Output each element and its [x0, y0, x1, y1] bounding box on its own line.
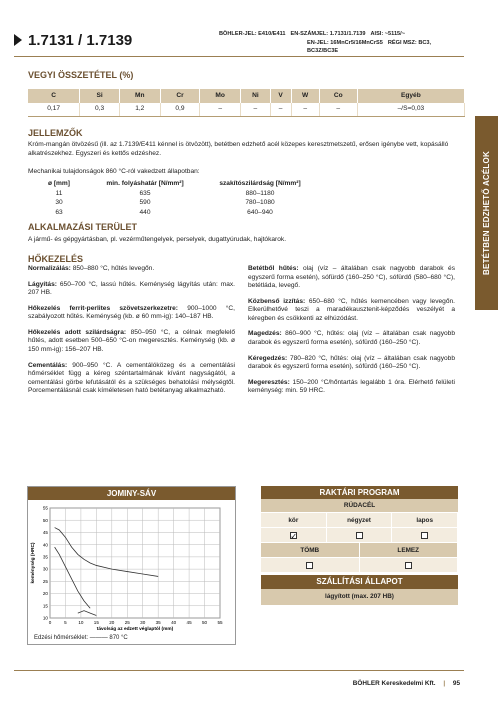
composition-heading: VEGYI ÖSSZETÉTEL (%): [28, 70, 134, 80]
round-checkbox-icon: [290, 532, 297, 539]
plate-label: LEMEZ: [360, 543, 459, 558]
footer-divider: [14, 670, 464, 671]
title-arrow-icon: [14, 34, 22, 46]
bar-shape-headers: [261, 513, 458, 528]
designations: [219, 30, 464, 56]
aisi-designation: AISI: ~5115/~: [370, 31, 405, 37]
shape-round-cell: [261, 528, 327, 543]
composition-value-cell: –: [241, 103, 270, 116]
heat-treatment-text: 860–900 °C, hűtés: olaj (víz – általában csak nagyobb darabok és egyszerű forma esetén), sófürdő (160–250 °C).: [248, 330, 455, 346]
mech-row: [28, 190, 328, 200]
composition-header-cell: Cr: [160, 89, 200, 103]
y-tick-label: 40: [42, 542, 48, 548]
heat-treatment-text: 780–820 °C, hűtés: olaj (víz – általában csak nagyobb darabok és egyszerű forma esetén), sófürdő (160–250 °C).: [248, 354, 455, 371]
heat-treatment-text: 850–880 °C, hűtés levegőn.: [70, 265, 155, 272]
jominy-chart: [28, 500, 235, 644]
old-designation: RÉGI MSZ: BC3, BC3Z/BC3E: [307, 39, 432, 55]
flat-checkbox-icon: [421, 532, 428, 539]
heat-treatment-text: 900–1000 °C, szabályozott hűtés. Keménység (kb. ø 60 mm-ig): 140–187 HB.: [28, 304, 235, 321]
shape-square-label: négyzet: [327, 513, 393, 528]
heat-treatment-text: 150–200 °C/hőntartás legalább 1 óra. Elérhető felületi keménység: min. 59 HRC.: [248, 378, 455, 395]
composition-header-cell: C: [28, 89, 80, 103]
y-tick-label: 15: [42, 603, 48, 609]
composition-header-cell: Mo: [200, 89, 241, 103]
shape-flat-cell: [392, 528, 458, 543]
plate-checkbox-icon: [405, 562, 412, 569]
y-tick-label: 20: [42, 591, 48, 597]
application-heading: ALKALMAZÁSI TERÜLET: [28, 222, 137, 232]
composition-value-cell: –/S=0,03: [357, 103, 464, 116]
heat-treatment-paragraph: [28, 281, 235, 298]
en-number: EN-SZÁMJEL: 1.7131/1.7139: [290, 31, 366, 37]
composition-table: [28, 89, 465, 117]
company-name: BÖHLER Kereskedelmi Kft.: [352, 680, 436, 687]
x-tick-label: 40: [171, 620, 177, 625]
mech-header-tensile: szakítószilárdság [N/mm²]: [219, 180, 301, 187]
page-number: 95: [452, 680, 460, 687]
features-text: Króm-mangán ötvözésű (ill. az 1.7139/E411 kénnel is ötvözött), betétben edzhető acél közepes keresztmetszetű, erősen igénybe vett, kopásálló alkatrészekhez. Egyszeri és kettős edzéshez.: [28, 141, 449, 157]
bar-steel-label: RÚDACÉL: [261, 499, 458, 513]
composition-header-cell: Co: [319, 89, 357, 103]
heat-treatment-term: Közbenső izzítás:: [248, 297, 306, 305]
mech-cell: 880–1180: [245, 189, 275, 197]
stock-program-title: RAKTÁRI PROGRAM: [261, 486, 458, 499]
heat-treatment-paragraph: [248, 355, 455, 372]
mech-cell: 11: [55, 189, 63, 197]
x-tick-label: 0: [48, 620, 52, 625]
square-checkbox-icon: [356, 532, 363, 539]
heat-treatment-paragraph: [28, 362, 235, 396]
delivery-title: SZÁLLÍTÁSI ÁLLAPOT: [261, 575, 458, 589]
y-tick-label: 55: [42, 505, 48, 511]
x-tick-label: 45: [186, 620, 192, 625]
x-tick-label: 20: [109, 620, 115, 625]
block-plate-headers: [261, 543, 458, 558]
heat-treatment-text: 650–680 °C, hűtés kemencében vagy levegőn. Elkerülhetővé teszi a maradékausztenit-képződés veszélyét a kéregben és csökkenti az elhúzódást.: [248, 297, 455, 322]
heat-treatment-paragraph: [248, 298, 455, 324]
mech-header-row: [28, 180, 328, 190]
page-title: 1.7131 / 1.7139: [28, 32, 133, 49]
composition-header-cell: Si: [80, 89, 120, 103]
mech-header-diameter: ø [mm]: [48, 180, 70, 187]
plate-cell: [360, 558, 459, 573]
y-tick-label: 25: [42, 578, 48, 584]
heat-treatment-term: Megeresztés:: [248, 378, 290, 386]
heat-treatment-term: Lágyítás:: [28, 280, 57, 288]
delivery-value: lágyított (max. 207 HB): [261, 589, 458, 605]
jominy-title: JOMINY-SÁV: [28, 487, 235, 500]
x-tick-label: 15: [93, 620, 99, 625]
composition-value-cell: –: [319, 103, 357, 116]
composition-value-cell: 0,9: [160, 103, 200, 116]
composition-header-cell: W: [291, 89, 319, 103]
composition-value-cell: –: [200, 103, 241, 116]
mech-cell: 590: [139, 199, 151, 206]
composition-header-cell: Ni: [241, 89, 270, 103]
composition-value-cell: 1,2: [119, 103, 160, 116]
block-label: TÖMB: [261, 543, 360, 558]
heat-treatment-paragraph: [28, 305, 235, 322]
plot-area: [50, 508, 220, 618]
mech-cell: 640–940: [247, 208, 273, 216]
y-tick-label: 30: [42, 566, 48, 572]
shape-round-label: kör: [261, 513, 327, 528]
composition-value-cell: –: [291, 103, 319, 116]
mech-cell: 30: [55, 199, 63, 206]
stock-program: [261, 486, 458, 605]
heat-treatment-term: Kéregedzés:: [248, 354, 288, 362]
category-tab: [475, 116, 498, 310]
mech-header-yield: min. folyáshatár [N/mm²]: [106, 180, 184, 187]
mech-cell: 780–1080: [245, 199, 275, 206]
mech-row: [28, 199, 328, 209]
mech-cell: 440: [139, 208, 151, 216]
heat-treatment-paragraph: [248, 265, 455, 291]
x-tick-label: 55: [217, 620, 223, 625]
block-plate-checkboxes: [261, 558, 458, 573]
x-tick-label: 35: [155, 620, 161, 625]
category-tab-label: BETÉTBEN EDZHETŐ ACÉLOK: [482, 151, 491, 275]
heat-treatment-term: Normalizálás:: [28, 265, 71, 272]
heat-treatment-paragraph: [248, 379, 455, 396]
bar-shape-checkboxes: [261, 528, 458, 543]
heat-treatment-text: 650–700 °C, lassú hűtés. Keménység lágyítás után: max. 207 HB.: [28, 280, 235, 297]
y-tick-label: 35: [42, 554, 48, 560]
heat-treatment-paragraph: [28, 329, 235, 355]
heat-left-column: [28, 265, 235, 403]
y-axis-label: keménység (HRC): [31, 542, 36, 584]
y-tick-label: 50: [42, 517, 48, 523]
composition-value-cell: 0,17: [28, 103, 80, 116]
heat-heading: HŐKEZELÉS: [28, 254, 84, 264]
mechanical-table: [28, 180, 328, 218]
block-checkbox-icon: [306, 562, 313, 569]
bohler-designation: BÖHLER-JEL: E410/E411: [219, 31, 286, 37]
x-tick-label: 50: [201, 620, 208, 625]
x-tick-label: 25: [124, 620, 130, 625]
heat-treatment-text: 900–950 °C. A cementálóközeg és a cementálási hőmérséklet függ a kéreg széntartalmának kívánt nagyságától, a cementálási görbe lefutásától és a szükséges behatolási mélységtől. Porcementálásnál csak kíméletesen ható betétanyag alkalmazható.: [28, 361, 235, 395]
composition-header-cell: Egyéb: [357, 89, 464, 103]
page-header: [14, 30, 464, 55]
heat-treatment-paragraph: [28, 265, 235, 274]
block-cell: [261, 558, 360, 573]
x-tick-label: 30: [140, 620, 146, 625]
heat-treatment-term: Betétből hűtés:: [248, 265, 299, 272]
mech-row: [28, 209, 328, 219]
heat-treatment-text: 850–950 °C, a célnak megfelelő hűtés, adott esetben 500–650 °C-on megeresztés. Keménység (kb. ø 150 mm-ig): 156–207 HB.: [28, 328, 235, 353]
heat-treatment-term: Magedzés:: [248, 330, 282, 338]
header-divider: [14, 56, 464, 57]
heat-right-column: [248, 265, 455, 403]
en-name: EN-JEL: 16MnCr5/16MnCrS5: [307, 39, 383, 46]
heat-treatment-term: Cementálás:: [28, 361, 68, 369]
composition-header-cell: V: [270, 89, 291, 103]
y-tick-label: 45: [42, 530, 48, 536]
shape-flat-label: lapos: [392, 513, 458, 528]
y-tick-label: 10: [42, 615, 48, 621]
mech-cell: 63: [55, 208, 63, 216]
composition-value-cell: –: [270, 103, 291, 116]
x-tick-label: 5: [64, 620, 67, 625]
composition-header-cell: Mn: [119, 89, 160, 103]
jominy-panel: [27, 486, 236, 645]
x-tick-label: 10: [78, 620, 84, 625]
shape-square-cell: [327, 528, 393, 543]
features-heading: JELLEMZŐK: [28, 128, 83, 138]
heat-treatment-paragraph: [248, 330, 455, 347]
application-text: A jármű- és gépgyártásban, pl. vezérműtengelyek, perselyek, dugattyúrudak, hajtókarok.: [28, 236, 287, 243]
heat-treatment-term: Hőkezelés ferrit-perlites szövetszerkezetre:: [28, 304, 178, 312]
x-axis-label: távolság az edzett véglaptól (mm): [96, 627, 174, 632]
mech-cell: 635: [139, 189, 151, 197]
heat-treatment-text: olaj (víz – általában csak nagyobb darabok és egyszerű forma esetén), sófürdő (160–250 °C), sófürdő (580–680 °C), betétláda, levegő.: [248, 265, 455, 290]
page-footer: [353, 680, 460, 688]
mech-intro: Mechanikai tulajdonságok 860 °C-ról vakedzett állapotban:: [28, 168, 200, 175]
composition-value-cell: 0,3: [80, 103, 120, 116]
hardening-temp-note: Edzési hőmérséklet: ——— 870 °C: [34, 635, 128, 641]
heat-treatment-term: Hőkezelés adott szilárdságra:: [28, 328, 127, 336]
footer-separator: |: [443, 680, 446, 687]
